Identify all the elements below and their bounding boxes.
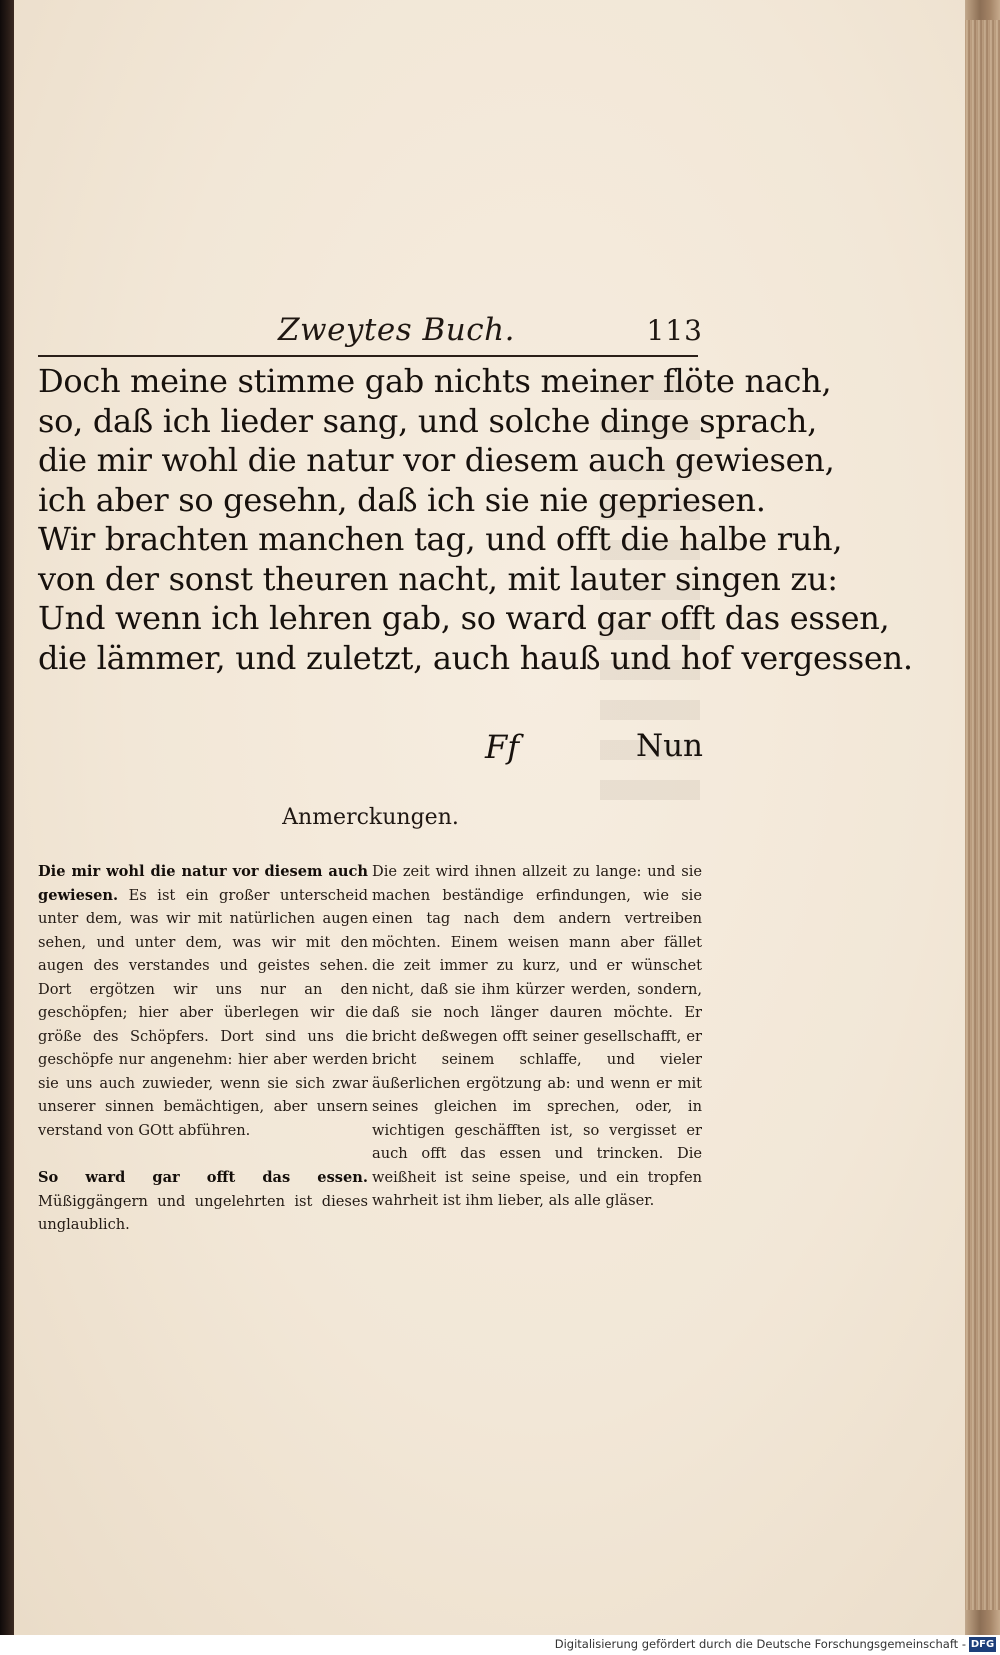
verse-line: Wir brachten manchen tag, und offt die halbe ruh,: [38, 520, 843, 558]
note-lemma: So ward gar offt das essen.: [38, 1169, 368, 1186]
running-head: Zweytes Buch.: [278, 312, 515, 348]
book-binding-edge: [0, 0, 14, 1635]
footer-bar: [0, 1635, 1000, 1655]
verse-line: die mir wohl die natur vor diesem auch gewiesen,: [38, 441, 835, 479]
catchword: Nun: [635, 728, 703, 764]
page-header: [38, 310, 703, 360]
signature-mark: Ff: [485, 728, 520, 766]
dfg-logo: DFG: [970, 1639, 995, 1650]
note: [38, 860, 368, 1142]
page-edges: [965, 20, 1000, 1610]
note-text: Die zeit wird ihnen allzeit zu lange: und sie machen beständige erfindungen, wie sie einen tag nach dem andern vertreiben möchten. Einem weisen mann aber fället die zeit immer zu kurz, und er wünschet nicht, daß sie ihm kürzer werden, sondern, daß sie noch länger dauren möchte. Er bricht deßwegen offt seiner gesellschafft, er bricht seinem schlaffe, und vieler äußerlichen ergötzung ab: und wenn er mit seines gleichen im sprechen, oder, in wichtigen geschäfften ist, so vergisset er auch offt das essen und trincken. Die weißheit ist seine speise, und ein tropfen wahrheit ist ihm lieber, als alle gläser.: [372, 863, 702, 1209]
note-text: Müßiggängern und ungelehrten ist dieses unglaublich.: [38, 1192, 368, 1233]
poem-block: [38, 362, 913, 678]
notes-column-left: [38, 860, 368, 1261]
note-text: Es ist ein großer unterscheid unter dem, was wir mit natürlichen augen sehen, und unter dem, was wir mit den augen des verstandes und geistes sehen. Dort ergötzen wir uns nur an den geschöpfen; hier aber überlegen wir die größe des Schöpfers. Dort sind uns die geschöpfe nur angenehm: hier aber werden sie uns auch zuwieder, wenn sie sich zwar unserer sinnen bemächtigen, aber unsern verstand von GOtt abführen.: [38, 886, 369, 1139]
note: [372, 860, 702, 1213]
verse-line: Und wenn ich lehren gab, so ward gar offt das essen,: [38, 599, 890, 637]
page-number: 113: [646, 314, 703, 347]
note: [38, 1166, 368, 1237]
verse-line: die lämmer, und zuletzt, auch hauß und hof vergessen.: [38, 638, 913, 677]
note-lemma: Die mir wohl die natur vor diesem auch gewiesen.: [38, 863, 368, 904]
verse-line: ich aber so gesehn, daß ich sie nie gepriesen.: [38, 480, 766, 519]
funding-credit: Digitalisierung gefördert durch die Deutsche Forschungsgemeinschaft -: [554, 1637, 966, 1651]
verse-line: Doch meine stimme gab nichts meiner flöte nach,: [38, 362, 832, 400]
notes-column-right: [372, 860, 702, 1237]
notes-heading: Anmerckungen.: [282, 805, 459, 830]
header-rule: [38, 355, 698, 357]
catchline: [38, 728, 703, 772]
verse-line: von der sonst theuren nacht, mit lauter singen zu:: [38, 559, 838, 598]
verse-line: so, daß ich lieder sang, und solche dinge sprach,: [38, 401, 817, 440]
